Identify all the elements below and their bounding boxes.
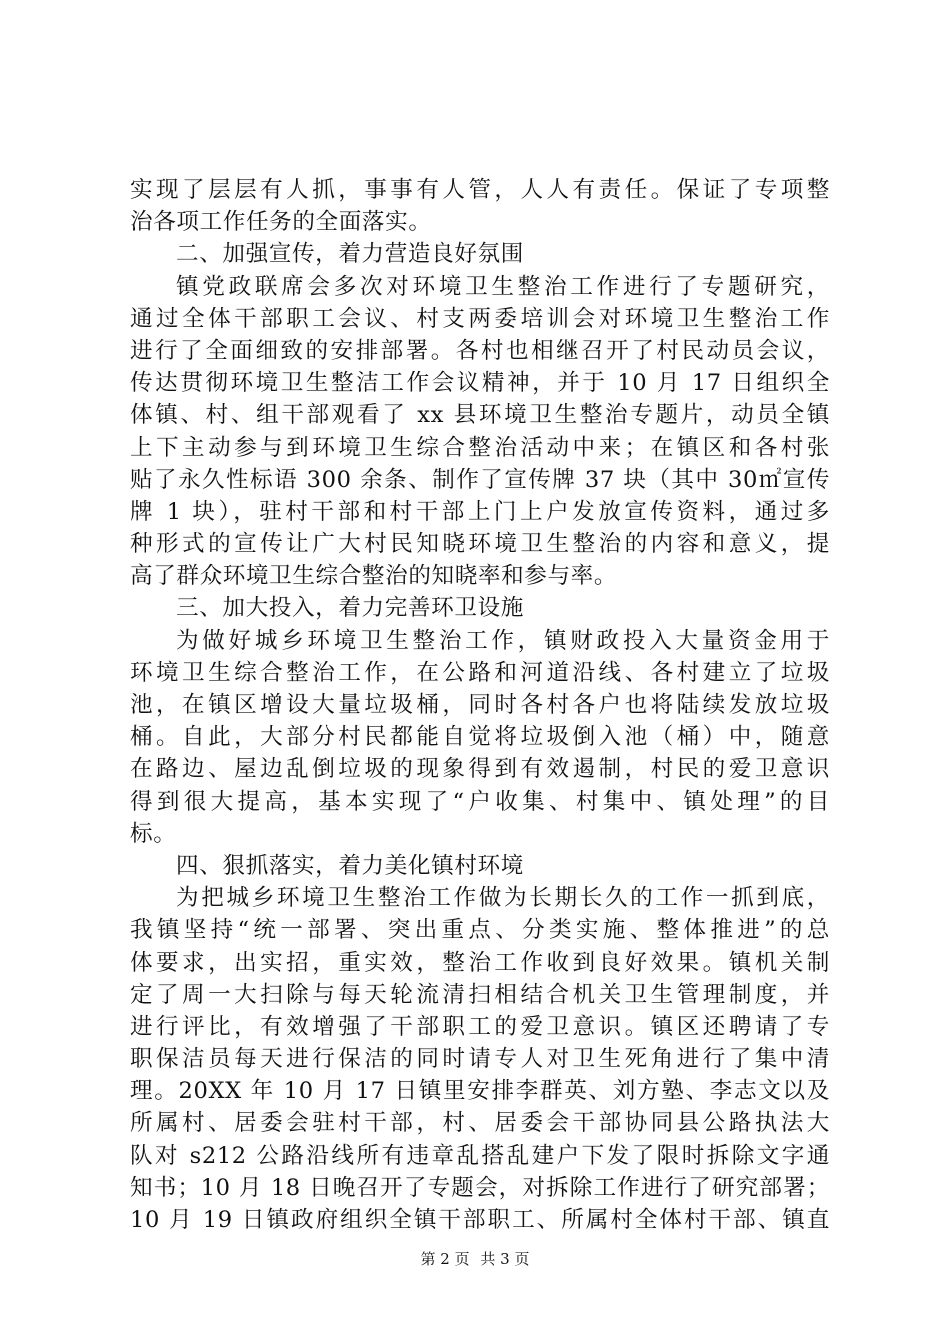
text-line: 在路边、屋边乱倒垃圾的现象得到有效遏制，村民的爱卫意识 <box>130 756 830 783</box>
text-line: 三、加大投入，着力完善环卫设施 <box>176 595 524 622</box>
text-line: 种形式的宣传让广大村民知晓环境卫生整治的内容和意义，提 <box>130 531 830 558</box>
text-line: 队对 s212 公路沿线所有违章乱搭乱建户下发了限时拆除文字通 <box>130 1142 830 1169</box>
text-line: 实现了层层有人抓，事事有人管，人人有责任。保证了专项整 <box>130 177 830 203</box>
text-line: 四、狠抓落实，着力美化镇村环境 <box>176 852 524 879</box>
document-body <box>130 174 830 1236</box>
text-line: 所属村、居委会驻村干部，村、居委会干部协同县公路执法大 <box>130 1110 830 1137</box>
page-total: 共 3 页 <box>480 1250 530 1268</box>
text-line: 理。20XX 年 10 月 17 日镇里安排李群英、刘方塾、李志文以及 <box>130 1078 830 1105</box>
text-line: 上下主动参与到环境卫生综合整治活动中来；在镇区和各村张 <box>130 434 830 461</box>
text-line: 贴了永久性标语 300 余条、制作了宣传牌 37 块（其中 30㎡宣传 <box>130 466 830 493</box>
text-line: 职保洁员每天进行保洁的同时请专人对卫生死角进行了集中清 <box>130 1046 830 1073</box>
text-line: 二、加强宣传，着力营造良好氛围 <box>176 241 524 268</box>
text-line: 进行评比，有效增强了干部职工的爱卫意识。镇区还聘请了专 <box>130 1013 830 1040</box>
text-line: 高了群众环境卫生综合整治的知晓率和参与率。 <box>130 563 618 590</box>
text-line: 为把城乡环境卫生整治工作做为长期长久的工作一抓到底， <box>176 885 830 912</box>
text-line: 体要求，出实招，重实效，整治工作收到良好效果。镇机关制 <box>130 949 830 976</box>
text-line: 进行了全面细致的安排部署。各村也相继召开了村民动员会议， <box>130 337 830 364</box>
text-line: 得到很大提高，基本实现了“户收集、村集中、镇处理”的目 <box>130 788 830 815</box>
page-footer <box>0 1249 950 1269</box>
text-line: 环境卫生综合整治工作，在公路和河道沿线、各村建立了垃圾 <box>130 659 830 686</box>
text-line: 定了周一大扫除与每天轮流清扫相结合机关卫生管理制度，并 <box>130 981 830 1008</box>
text-line: 为做好城乡环境卫生整治工作，镇财政投入大量资金用于 <box>176 627 830 654</box>
text-line: 牌 1 块），驻村干部和村干部上门上户发放宣传资料，通过多 <box>130 498 830 525</box>
text-line: 治各项工作任务的全面落实。 <box>130 209 432 236</box>
text-line: 传达贯彻环境卫生整洁工作会议精神，并于 10 月 17 日组织全 <box>130 370 830 397</box>
text-line: 10 月 19 日镇政府组织全镇干部职工、所属村全体村干部、镇直 <box>130 1207 830 1233</box>
text-line: 知书；10 月 18 日晚召开了专题会，对拆除工作进行了研究部署； <box>130 1174 830 1201</box>
text-line: 镇党政联席会多次对环境卫生整治工作进行了专题研究， <box>176 273 830 300</box>
text-line: 我镇坚持“统一部署、突出重点、分类实施、整体推进”的总 <box>130 917 830 944</box>
text-line: 桶。自此，大部分村民都能自觉将垃圾倒入池（桶）中，随意 <box>130 724 830 751</box>
text-line: 通过全体干部职工会议、村支两委培训会对环境卫生整治工作 <box>130 305 830 332</box>
text-line: 池，在镇区增设大量垃圾桶，同时各村各户也将陆续发放垃圾 <box>130 692 830 718</box>
text-line: 体镇、村、组干部观看了 xx 县环境卫生整治专题片，动员全镇 <box>130 402 830 429</box>
text-line: 标。 <box>130 820 177 847</box>
page-number: 第 2 页 <box>420 1250 470 1268</box>
